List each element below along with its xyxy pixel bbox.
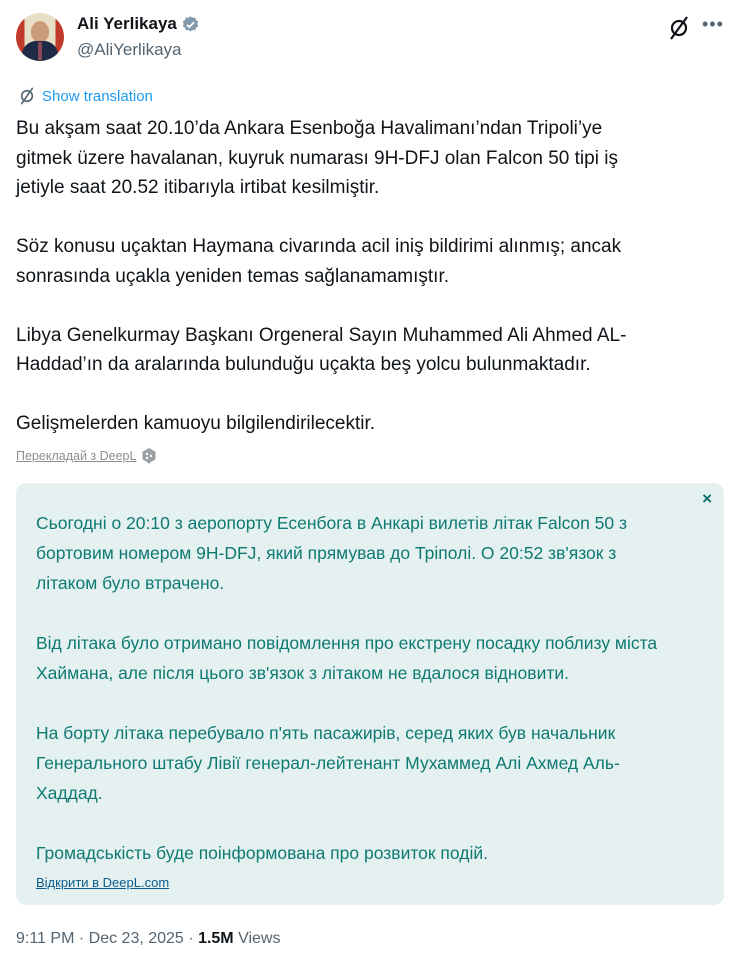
views-count: 1.5M [198,930,234,947]
close-icon[interactable]: × [702,489,712,508]
author-handle[interactable]: @AliYerlikaya [77,40,182,59]
views-label: Views [238,930,281,947]
grok-icon[interactable] [668,16,690,40]
tweet-meta: 9:11 PM · Dec 23, 2025 · 1.5M Views [16,930,281,947]
translation-text [36,508,657,898]
show-translation-button[interactable]: Show translation [18,86,153,106]
deepl-logo-icon [142,448,156,464]
paragraph: Söz konusu uçaktan Haymana civarında acil iniş bildirimi alınmış; ancak sonrasında uçakla yeniden temas sağlanamamıştır. [16,236,622,287]
deepl-translate [16,448,156,464]
deepl-translate-link[interactable]: Перекладай з DeepL [16,449,137,463]
translation-panel [16,483,724,905]
paragraph: На борту літака перебувало п'ять пасажирів, серед яких був начальник Генерального штабу Лівії генерал-лейтенант Мухаммед Алі Ахмед Аль- Хаддад. [36,723,620,803]
verified-badge-icon [181,15,200,34]
tweet-date[interactable]: Dec 23, 2025 [88,930,184,947]
paragraph: Bu akşam saat 20.10’da Ankara Esenboğa Havalimanı’ndan Tripoli’ye gitmek üzere havalanan, kuyruk numarası 9H-DFJ olan Falcon 50 tipi iş jetiyle saat 20.52 itibarıyla irtibat kesilmiştir. [16,118,618,198]
tweet-time[interactable]: 9:11 PM [16,930,75,947]
author-name[interactable]: Ali Yerlikaya [77,14,200,34]
avatar[interactable] [16,13,64,61]
open-in-deepl-link[interactable]: Відкрити в DeepL.com [36,875,170,890]
translate-icon [18,86,36,106]
paragraph: Від літака було отримано повідомлення про екстрену посадку поблизу міста Хаймана, але після цього зв'язок з літаком не вдалося відновити. [36,633,658,683]
tweet-text [16,114,731,468]
more-options-icon[interactable]: ••• [702,14,724,34]
paragraph: Gelişmelerden kamuoyu bilgilendirilecektir. [16,413,376,434]
paragraph: Сьогодні о 20:10 з аеропорту Есенбога в Анкарі вилетів літак Falcon 50 з бортовим номером 9H-DFJ, який прямував до Тріполі. О 20:52 зв'язок з літаком було втрачено. [36,513,628,593]
paragraph: Громадськість буде поінформована про розвиток подій. [36,843,488,863]
paragraph: Libya Genelkurmay Başkanı Orgeneral Sayın Muhammed Ali Ahmed AL- Haddad’ın da aralarında bulunduğu uçakta beş yolcu bulunmaktadır. [16,324,627,375]
